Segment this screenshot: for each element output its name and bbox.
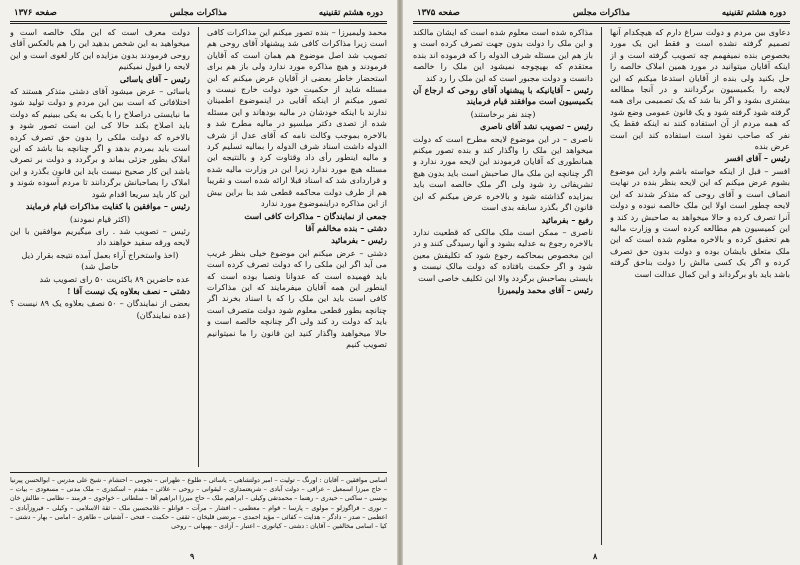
speaker-line: رئیس – آقای افسر	[725, 153, 790, 164]
paragraph: رئیس – تصویب شد . رای میگیریم موافقین با این لایحه ورقه سفید خواهند داد	[10, 225, 190, 248]
paragraph: ناصری – در این موضوع لایحه مطرح است که دولت میخواهد این ملک را واگذار کند و بنده تصور میکنم همانطوری که آقایان فرمودند این لایحه مورد ندارد و اگر چنانچه این ملک مال صاحبش است باید بدون هیچ تشریفاتی رد شود ولی اگر ملک خالصه است باید بمزایده گذاشته شود و بالاخره عرض میکنم که این قانون اگر بگذرد سابقه بدی است	[413, 133, 593, 213]
header-page-label: صفحه ۱۳۷۶	[14, 8, 57, 18]
header-rule	[10, 21, 387, 22]
text-column-left	[413, 27, 593, 545]
speaker-line: رئیس – بفرمائید	[331, 235, 387, 246]
paragraph: افسر – قبل از اینکه خواسته باشم وارد این موضوع بشوم عرض میکنم که این لایحه بنظر بنده در نهایت انصاف است و آقای روحی که متذکر شدند که این لایحه چطور است اولا این ملک خالصه نبوده و دولت آنرا تصرف کرده و حالا میخواهد به صاحبش رد کند و این کمیسیون هم مطالعه کرده است و وزارت مالیه هم تحقیق کرده و بالاخره معلوم شده است که این ملک متعلق بایشان بوده و دولت بدون حق تصرف کرده و اگر یک کسی مالش را دولت بناحق گرفته باشد باید باو برگرداند و این کمال عدالت است	[610, 165, 790, 279]
paragraph: مذاکره شده است معلوم شده است که ایشان مالکند و این ملک را دولت بدون جهت تصرف کرده است و باز هم این مسئله شرف الدوله را که فرموده اند بنده معتقدم که بهیچوجه نمیشود این ملک را خالصه دانست و دولت مجبور است که این ملک را رد کند	[413, 27, 593, 83]
header-page-label: صفحه ۱۳۷۵	[417, 8, 460, 18]
speaker-line: رئیس – آقای محمد ولیمیرزا	[497, 284, 593, 295]
paragraph: بعضی از نمایندگان – ۵۰ نصف بعلاوه یک ۸۹ نیست ؟ (عده نمایندگان)	[10, 298, 190, 320]
paragraph: دشتی – عرض میکنم این موضوع خیلی بنظر غریب می آید اگر این ملکی را که دولت تصرف کرده است باید فهمیده است که عدوانا ونصبا بوده است که اینطور این همه آقایان میفرمایند که این مذاکرات کافی است باید این ملک را که با اسناد بخرند اگر چنانچه بطور قطعی معلوم شود دولت متصرف است باید که دولت رد کند ولی اگر چنانچه خالصه است و حالا میخواهید واگذار کنید این قانون را ما نمیتوانیم تصویب کنیم	[207, 247, 387, 349]
right-page	[403, 0, 800, 565]
text-column-right	[207, 27, 387, 467]
header-rule	[413, 21, 790, 22]
paragraph: محمد ولیمیرزا – بنده تصور میکنم این مذاکرات کافی است زیرا مذاکرات کافی شد پیشنهاد آقای روحی هم تصویب شد اصل موضوع هم همان است که آقایان فرمودند و هیچ مذاکره مورد ندارد ولی باز هم برای استحضار خاطر بعضی از آقایان عرض میکنم که این مسئله شاید از حکمیت خود دولت خارج نیست و تصور میکنم از اینکه آقایی در اینموضوع اطمینان ندارند با اینکه خودشان در مالیه بودهاند و این مسئله شده از تصدی دکتر میلسپو در مالیه مطرح شد و بالاخره بموجب وکالت نامه که آقای عدل از شرف الدوله داشت اسناد شرف الدوله را بمالیه تسلیم کرد و مالیه اینطور رأی داد وقتاوت کرد و بالنتیجه این مسئله هیچ مورد ندارد زیرا این در وزارت مالیه شده و قراردادی شد که اسناد قبلا ارائه شده است و تقریبا هم از طرف دولت محاکمه قطعی شد بنا براین بیش از این مذاکره دراینموضوع مورد ندارد	[207, 27, 387, 209]
paragraph: دولت معرف است که این ملک خالصه است و میخواهید به این شخص بدهید این را هم بالعکس آقای روحی فرمودند بدون مزایده این کار لغوی است و این لایحه را قبول نمیکنیم	[10, 27, 190, 72]
footnote-vote-list: اسامی موافقین – آقایان : اورنگ – تولیت – امیر دولتشاهی – یاسائی – طلوع – طهرانی – نجومی – احتشام – شیخ علی مدرس – ابوالحسن پیرنیا – حاج میرزا اسمعیل – عراقی – دولت آبادی – شریعتمداری – لیقوانی – روحی – علائی – مقدم – اسکندری – ملک مدنی – مسعودی – بیات – یونسی – ساکنی – حیدری – رهنما – محمدتقی وکیلی – ابراهیم ملک – حاج میرزا ابراهیم آقا – سلطانی – خواجوی – فرمند – نظامی – طالش خان – نوری – قراگوزلو – مولوی – پارسا – قوام – معظمی – افشار – مرآت – قوانلو – غلامحسین ملک – ثقة الاسلامی – وکیلی – فیروزآبادی – اعظمی – صدر – دادگر – هدایت – کفائی – مؤید احمدی – مرتضی قلیخان – ثقفی – حکمت – فتحی – آشتیانی – طاهری – امامی – بهار – دشتی – کیا – اسامی مخالفین – آقایان : دشتی – کیانوری – اعتبار – آزادی – بهبهانی – روحی	[10, 477, 387, 531]
paragraph: یاسائی – عرض میشود آقای دشتی متذکر هستند که اختلافاتی که است بین این مردم و دولت تولید شود ما نبایستی دراصلاح را با یکی به یکی ببینیم که دولت باید اصلاح بکند حالا کی این است تصور شود و بالاخره که دولت ملکی را بدون حق تصرف کرده است باید بمردم بدهد و اگر چنانچه بنا باشد که این املاک بطور جزئی بماند و برگردد و دولت بر تصرف باشد این کار صحیح نیست باید این قانون بگذرد و این املاک را بصاحبانش برگردانند تا مردم آسوده شوند و این کار باید سریعا اقدام شود	[10, 86, 190, 199]
speaker-line: رئیس – آقای یاسائی	[119, 73, 190, 84]
footnote-rule	[10, 472, 387, 473]
paragraph: دعاوی بین مردم و دولت سراغ دارم که هیچکدام آنها تصمیم گرفته نشده است و فقط این یک مورد بخصوص بنده نمیفهمم چه تصویب گرفته است و از اینکه آقایان میتوانید در مورد همین املاک خالصه را حل بکنید ولی بنده از آقایان استدعا میکنم که این لایحه را بکمیسیون برگردانند و در آنجا مطالعه بیشتری بشود و اگر بنا شد که یک تصمیمی برای همه گرفته شود گرفته شود و یک قانون عمومی وضع شود که همه مردم از آن استفاده کنند نه اینکه فقط یک نفر که صاحب نفوذ است استفاده کند این است عرض بنده	[610, 27, 790, 152]
page-number: ۹	[190, 551, 195, 561]
column-divider	[601, 27, 602, 545]
parenthetical-note: (اخذ واستخراج آراء بعمل آمده نتیجه بقرار ذیل حاصل شد)	[21, 249, 179, 272]
speaker-line: دشتی – نصف بعلاوه یک نیست آقا !	[66, 285, 190, 296]
header-title: مذاکرات مجلس	[572, 8, 631, 18]
header-rule-double	[413, 23, 790, 24]
page-number: ۸	[593, 551, 598, 561]
header-session: دوره هشتم تقنینیه	[318, 8, 383, 18]
speaker-line: دشتی – بنده مخالفم آقا	[305, 222, 387, 233]
column-divider	[198, 27, 199, 467]
speaker-line: جمعی از نمایندگان – مذاکرات کافی است	[244, 210, 387, 221]
header-rule-double	[10, 23, 387, 24]
paragraph: ناصری – ممکن است ملک مالکی که قطعیت ندارد بالاخره رجوع به عدلیه بشود و آنها رسیدگی کنند و در این مخصوص بمحاکمه رجوع شود که تکلیفش معین شود و اگر حکمت بافتاده که دولت مالک نیست و بایستی بصاحبش برگردد والا این تکلیف خاصی است	[413, 226, 593, 283]
vote-result: عده حاضرین ۸۹ باکثریت ۵۰ رای تصویب شد	[39, 273, 190, 284]
speaker-line: رفیع – بفرمائید	[541, 214, 593, 225]
speaker-line: رئیس – موافقین با کفایت مذاکرات قیام فرمایند	[25, 201, 190, 212]
left-page	[0, 0, 397, 565]
header-session: دوره هشتم تقنینیه	[721, 8, 786, 18]
speaker-line: رئیس – آقایانیکه با پیشنهاد آقای روحی که ارجاع آن بکمیسیون است موافقند قیام فرمایند	[413, 85, 593, 107]
page-header	[14, 6, 383, 20]
header-title: مذاکرات مجلس	[169, 8, 228, 18]
parenthetical-note: (اکثر قیام نمودند)	[69, 213, 131, 224]
text-column-left	[10, 27, 190, 467]
parenthetical-note: (چند نفر برخاستند)	[470, 108, 536, 119]
text-column-right	[610, 27, 790, 545]
page-header	[417, 6, 786, 20]
speaker-line: رئیس – تصویب نشد آقای ناصری	[479, 121, 593, 132]
